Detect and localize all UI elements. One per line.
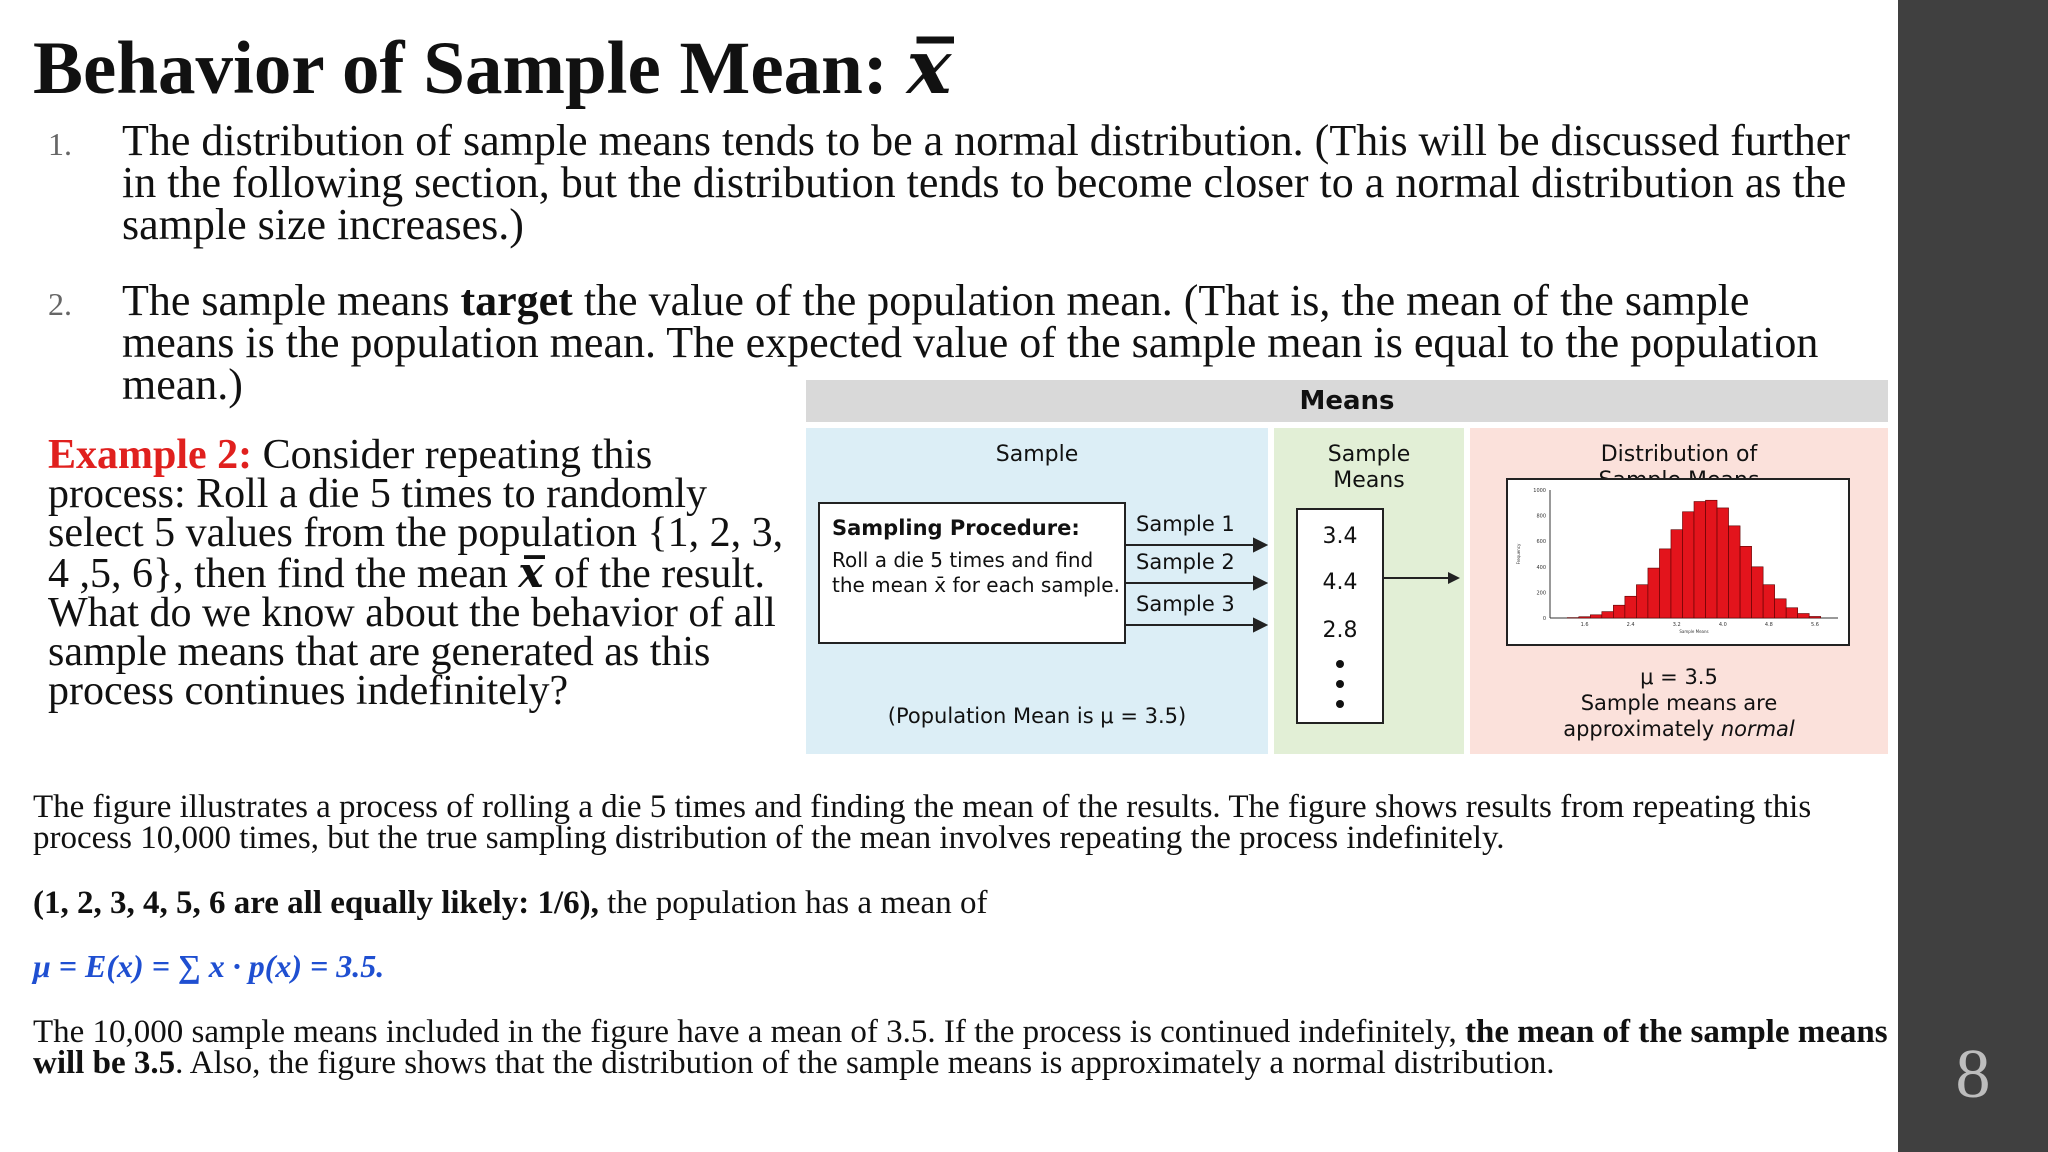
mean-value-1: 3.4 bbox=[1322, 524, 1358, 549]
histogram-bar bbox=[1729, 526, 1741, 618]
slide-title-text: Behavior of Sample Mean: bbox=[33, 27, 907, 110]
histogram-bar bbox=[1579, 617, 1591, 618]
y-tick-label: 400 bbox=[1536, 564, 1546, 571]
point-number-2: 2. bbox=[48, 286, 72, 322]
conclusion-bold: the mean of the sample means will be 3.5 bbox=[33, 1014, 1888, 1081]
distribution-panel-title: Distribution of bbox=[1600, 442, 1758, 467]
figure-description: The figure illustrates a process of rolling a die 5 times and finding the mean of the results. The figure shows results from repeating this process 10,000 times, but the true sampling distribution of the mean involves repeating the process indefinitely. bbox=[33, 789, 1812, 856]
page-number: 8 bbox=[1955, 1036, 1991, 1113]
population-mean-note: (Population Mean is μ = 3.5) bbox=[887, 704, 1187, 728]
example-text-b: of the result. What do we know about the behavior of all sample means that are generated as this process continues indefinitely? bbox=[48, 551, 776, 714]
dist-line-2 bbox=[1470, 716, 1888, 742]
sample-panel-title: Sample bbox=[995, 442, 1079, 467]
example-2-text bbox=[48, 432, 788, 714]
conclusion-a: The 10,000 sample means included in the figure have a mean of 3.5. If the process is continued indefinitely, bbox=[33, 1014, 1466, 1050]
histogram-chart bbox=[1508, 480, 1848, 644]
histogram-frame bbox=[1506, 478, 1850, 646]
slide-sidebar bbox=[1898, 0, 2048, 1152]
histogram-bar bbox=[1717, 508, 1729, 618]
histogram-bar bbox=[1636, 585, 1648, 618]
example-label: Example 2: bbox=[48, 432, 253, 478]
procedure-title: Sampling Procedure: bbox=[832, 516, 1080, 540]
histogram-bar bbox=[1625, 596, 1637, 618]
dist-line-2a: approximately bbox=[1563, 717, 1721, 741]
means-panel-title: Sample Means bbox=[1327, 442, 1411, 493]
procedure-text: Roll a die 5 times and find the mean x̄ for each sample. bbox=[832, 548, 1120, 597]
histogram-bar bbox=[1740, 546, 1752, 618]
histogram-bar bbox=[1798, 614, 1810, 618]
x-tick-label: 5.6 bbox=[1810, 622, 1819, 628]
sampling-figure bbox=[806, 380, 1888, 754]
point-2-bold: target bbox=[460, 276, 573, 325]
x-tick-label: 3.2 bbox=[1672, 622, 1681, 628]
sample-3-label: Sample 3 bbox=[1136, 592, 1235, 616]
equally-likely-text: the population has a mean of bbox=[598, 885, 988, 921]
y-tick-label: 0 bbox=[1542, 616, 1546, 622]
dist-mu: μ = 3.5 bbox=[1640, 665, 1718, 689]
histogram-bar bbox=[1590, 615, 1602, 618]
x-axis-label: Sample Means bbox=[1679, 629, 1709, 634]
point-2-text-a: The sample means bbox=[122, 276, 461, 325]
y-tick-label: 800 bbox=[1536, 513, 1546, 520]
histogram-bar bbox=[1786, 608, 1798, 618]
x-bar-symbol: x̅ bbox=[906, 23, 952, 111]
x-tick-label: 1.6 bbox=[1580, 622, 1589, 628]
example-x-bar: x̅ bbox=[518, 548, 544, 597]
point-1-text: The distribution of sample means tends to be a normal distribution. (This will be discussed further in the following section, but the distribution tends to become closer to a normal distribution as the sample size increases.) bbox=[122, 116, 1850, 249]
x-tick-label: 4.8 bbox=[1764, 622, 1773, 628]
histogram-bar bbox=[1752, 567, 1764, 618]
example-text-a: Consider repeating this process: Roll a die 5 times to randomly select 5 values from the population {1, 2, 3, 4 ,5, 6}, then find the mean bbox=[48, 432, 784, 597]
distribution-panel bbox=[1470, 428, 1888, 754]
histogram-bar bbox=[1648, 568, 1660, 618]
sample-2-label: Sample 2 bbox=[1136, 550, 1235, 574]
y-tick-label: 200 bbox=[1536, 590, 1546, 597]
histogram-bar bbox=[1775, 599, 1787, 618]
histogram-bar bbox=[1694, 502, 1706, 618]
y-axis-label: Frequency bbox=[1516, 543, 1521, 565]
histogram-bar bbox=[1809, 616, 1821, 618]
x-tick-label: 4.0 bbox=[1718, 622, 1727, 628]
point-number-1: 1. bbox=[48, 126, 72, 162]
equally-likely-bold: (1, 2, 3, 4, 5, 6 are all equally likely: 1/6), bbox=[33, 885, 599, 921]
histogram-bar bbox=[1763, 585, 1775, 618]
means-panel bbox=[1274, 428, 1464, 754]
y-tick-label: 1000 bbox=[1533, 488, 1546, 494]
histogram-bar bbox=[1682, 512, 1694, 618]
means-arrow bbox=[1274, 428, 1464, 754]
x-tick-label: 2.4 bbox=[1626, 622, 1635, 628]
slide-title bbox=[33, 23, 952, 111]
histogram-bar bbox=[1613, 605, 1625, 618]
figure-header: Means bbox=[806, 380, 1888, 422]
histogram-bar bbox=[1671, 530, 1683, 618]
sample-panel bbox=[806, 428, 1268, 754]
expected-value-formula: μ = E(x) = ∑ x · p(x) = 3.5. bbox=[33, 948, 385, 984]
histogram-bar bbox=[1659, 549, 1671, 618]
mean-value-3: 2.8 bbox=[1322, 618, 1358, 643]
histogram-bar bbox=[1602, 612, 1614, 618]
mean-value-2: 4.4 bbox=[1322, 570, 1358, 595]
conclusion-b: . Also, the figure shows that the distribution of the sample means is approximately a normal distribution. bbox=[175, 1045, 1555, 1081]
y-tick-label: 600 bbox=[1536, 539, 1546, 546]
conclusion-paragraph bbox=[33, 1014, 1893, 1081]
dist-line-2b: normal bbox=[1720, 717, 1795, 741]
histogram-bar bbox=[1706, 500, 1718, 618]
dist-line-1: Sample means are bbox=[1580, 691, 1778, 715]
equally-likely-line bbox=[33, 885, 1893, 921]
sample-1-label: Sample 1 bbox=[1136, 512, 1235, 536]
point-2-text-b: the value of the population mean. (That is, the mean of the sample means is the population mean. The expected value of the sample mean is equal to the population mean.) bbox=[122, 276, 1819, 409]
